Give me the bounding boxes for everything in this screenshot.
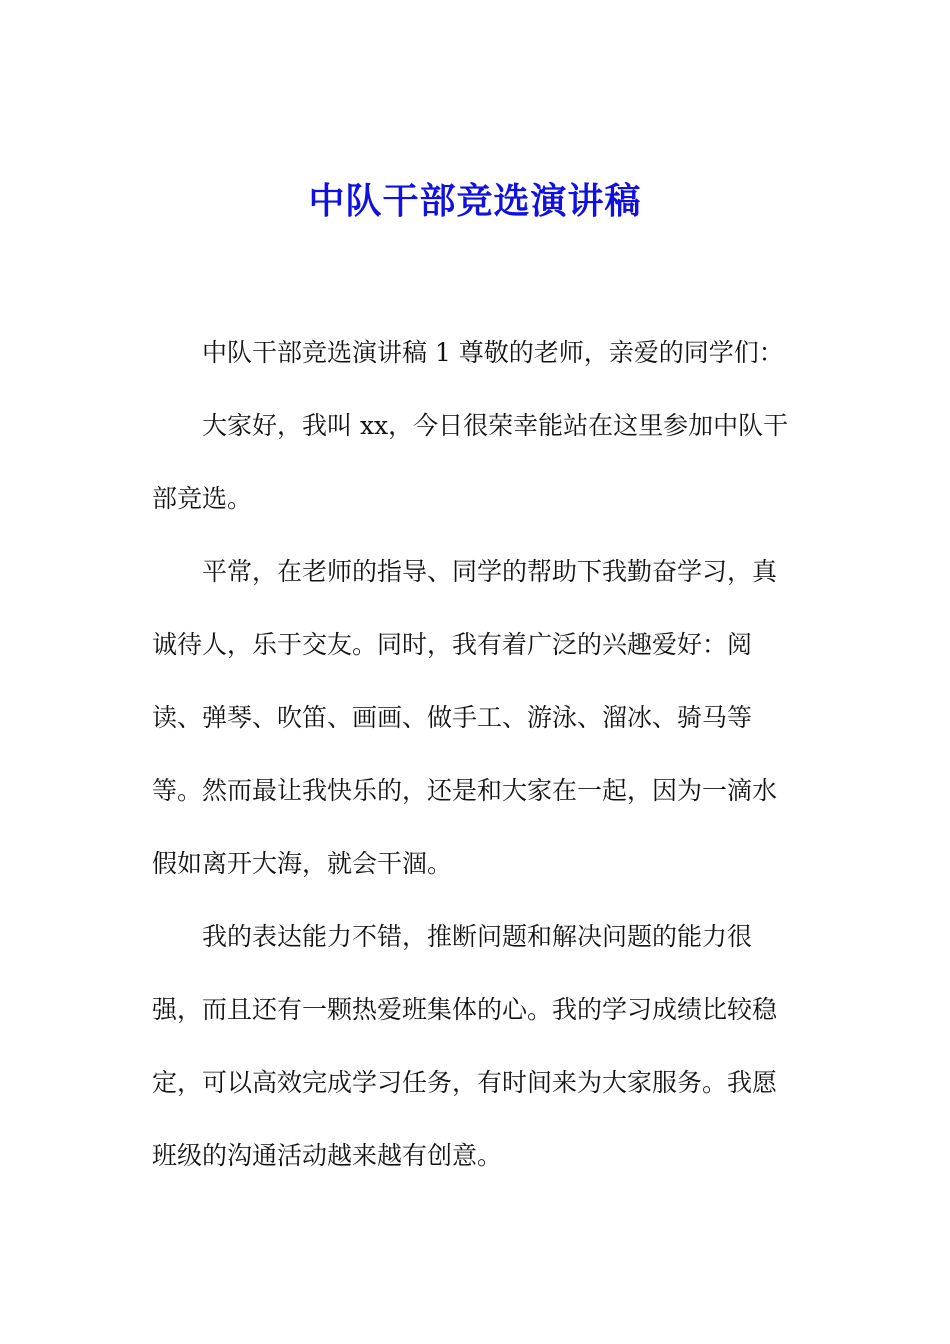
text-line: 定，可以高效完成学习任务，有时间来为大家服务。我愿	[152, 1068, 778, 1097]
text-line: 诚待人，乐于交友。同时，我有着广泛的兴趣爱好：阅	[152, 630, 753, 659]
text-line: 读、弹琴、吹笛、画画、做手工、游泳、溜冰、骑马等	[152, 703, 753, 732]
text-line: 等。然而最让我快乐的，还是和大家在一起，因为一滴水	[152, 776, 778, 805]
text-line: 部竞选。	[152, 484, 253, 513]
text-line: 大家好，我叫 xx，今日很荣幸能站在这里参加中队干	[202, 411, 789, 440]
text-line: 中队干部竞选演讲稿 1 尊敬的老师，亲爱的同学们：	[202, 338, 784, 367]
text-line: 平常，在老师的指导、同学的帮助下我勤奋学习，真	[202, 557, 778, 586]
document-body	[152, 334, 802, 1210]
text-line: 我的表达能力不错，推断问题和解决问题的能力很	[202, 922, 753, 951]
text-line: 假如离开大海，就会干涸。	[152, 849, 453, 878]
text-line: 班级的沟通活动越来越有创意。	[152, 1141, 503, 1170]
document-title: 中队干部竞选演讲稿	[308, 181, 642, 222]
text-line: 强，而且还有一颗热爱班集体的心。我的学习成绩比较稳	[152, 995, 778, 1024]
